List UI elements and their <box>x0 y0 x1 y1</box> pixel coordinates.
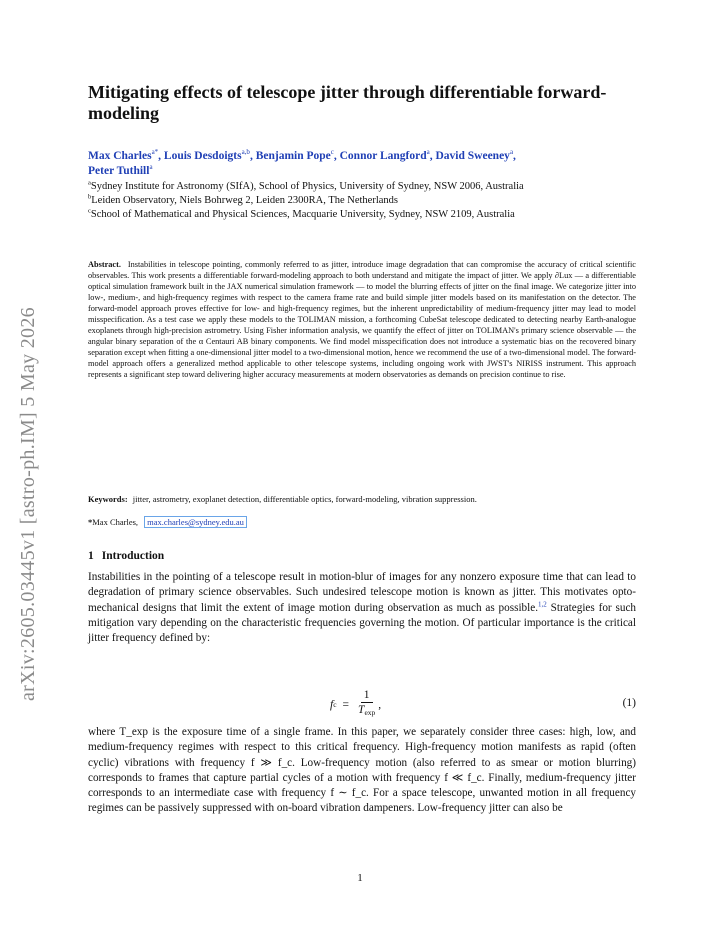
affiliation-line <box>88 180 648 194</box>
keywords <box>88 494 636 505</box>
author-affiliation-mark: a <box>509 148 514 157</box>
affiliation-mark: b <box>88 193 92 201</box>
eq-lhs-sub: c <box>333 700 337 709</box>
section-heading <box>88 549 164 563</box>
author-list: Max Charles$^{a*}$, Louis Desdoigts$^{a,b}$, Benjamin Pope$^c$, Connor Langford$^a$, David Sweeney$^a$, Peter Tuthill$^a$ <box>88 148 516 177</box>
intro-text: Instabilities in the pointing of a telescope result in motion-blur of images for any nonzero exposure time that can lead to degradation of primary science observables. Such undesired telescope motion is known as jitter. This motivates opto-mechanical designs that limit the extent of image motion during observation as much as possible. <box>88 571 636 614</box>
equation-number: (1) <box>622 697 636 709</box>
affiliation-line <box>88 194 648 208</box>
email-link[interactable]: max.charles@sydney.edu.au <box>144 516 247 528</box>
intro-paragraph <box>88 570 636 646</box>
affiliation-mark: a <box>88 179 91 187</box>
eq-tail: , <box>378 698 382 711</box>
abstract-label: Abstract. <box>88 260 121 269</box>
author-affiliation-mark: a <box>149 163 153 172</box>
abstract-text: Instabilities in telescope pointing, commonly referred to as jitter, introduce image degradation that can compromise the accuracy of critical scientific observables. This work presents a differentiable forward-modeling approach to both understand and mitigate the impact of jitter. We apply ∂Lux — a differentiable optical simulation framework built in the JAX numerical simulation framework — to model the blurring effects of jitter on the final image. We categorize jitter into low-, medium-, and high-frequency regimes with respect to the camera frame rate and build simple jitter models based on its manifestation on the detector. The forward-model approach proves effective for low- and high-frequency regimes, but the inherent unpredictability of medium-frequency jitter may lead to model misspecification. As a test case we apply these models to the TOLIMAN mission, a forthcoming CubeSat telescope dedicated to detecting nearby Earth-analogue exoplanets through high-precision astrometry. Using Fisher information analysis, we quantify the effect of jitter on TOLIMAN's primary science observable — the angular binary separation of the α Centauri AB binary components. We find model misspecification does not introduce a systematic bias on the recovered binary separation except when fitting a one-dimensional jitter model to a two-dimensional motion, hence we recommend the use of a two-dimensional model. The forward-model approach offers a generalized method applicable to other telescope systems, including ongoing work with JWST's NIRISS instrument. This approach represents a significant step toward delivering higher accuracy measurements at modern observatories as demands on precision continue to rise. <box>88 260 636 379</box>
author-affiliation-mark: a <box>426 148 430 157</box>
keywords-label: Keywords: <box>88 494 128 504</box>
affiliation-text: Leiden Observatory, Niels Bohrweg 2, Leiden 2300RA, The Netherlands <box>91 195 399 206</box>
eq-den-sub: exp <box>364 708 376 717</box>
arxiv-stamp: arXiv:2605.03445v1 [astro-ph.IM] 5 May 2026 <box>17 307 39 701</box>
intro-paragraph-2: where T_exp is the exposure time of a single frame. In this paper, we separately consider three cases: high, low, and medium-frequency regimes with respect to this critical frequency. High-frequency motion manifests as rapid (often cyclic) vibrations with frequency f ≫ f_c. Low-frequency motion (also referred to as smear or motion blurring) corresponds to frames that capture partial cycles of a motion with frequency f ≪ f_c. Finally, medium-frequency jitter corresponds to an intermediate case with frequency f ∼ f_c. For a space telescope, unwanted motion in all frequency regimes can be passively suppressed with on-board vibration dampeners. Low-frequency jitter can also be <box>88 726 636 815</box>
intro-text: Strategies for such mitigation vary depending on the characteristic frequencies governing the motion. Of particular importance is the critical jitter frequency defined by: <box>88 601 636 645</box>
paper-title: Mitigating effects of telescope jitter through differentiable forward-modeling <box>88 82 607 123</box>
eq-fraction <box>358 689 375 720</box>
equation-body: f c = $\frac{1}{T_{exp}}$ , <box>330 689 381 720</box>
author-name[interactable]: Connor Langford <box>339 150 427 162</box>
affiliation-line <box>88 208 648 222</box>
author-affiliation-mark: a,b <box>241 148 250 157</box>
keywords-text: jitter, astrometry, exoplanet detection, differentiable optics, forward-modeling, vibration suppression. <box>132 494 477 504</box>
affiliation-text: Sydney Institute for Astronomy (SIfA), School of Physics, University of Sydney, NSW 2006, Australia <box>90 181 524 192</box>
affiliation-text: School of Mathematical and Physical Sciences, Macquarie University, Sydney, NSW 2109, Australia <box>90 209 515 220</box>
author-name[interactable]: Peter Tuthill <box>88 165 150 177</box>
affiliation-mark: c <box>88 207 91 215</box>
section-number: 1 <box>88 550 94 562</box>
corresponding-author <box>88 517 636 528</box>
page-number: 1 <box>357 872 363 884</box>
author-name[interactable]: David Sweeney <box>435 150 510 162</box>
affiliations <box>88 180 648 222</box>
citation-link[interactable]: 1,2 <box>538 599 547 608</box>
author-name[interactable]: Louis Desdoigts <box>163 150 242 162</box>
author-name[interactable]: Benjamin Pope <box>255 150 331 162</box>
eq-numerator: 1 <box>361 689 373 703</box>
abstract <box>88 259 636 380</box>
eq-denominator: $T_{exp}$ <box>358 704 376 717</box>
corresponding-mark: * <box>88 517 93 527</box>
corresponding-name: Max Charles, <box>92 517 139 527</box>
author-affiliation-mark: c <box>330 148 334 157</box>
eq-lhs: f <box>330 698 334 711</box>
section-title: Introduction <box>101 550 165 562</box>
equation-1 <box>88 687 636 721</box>
author-affiliation-mark: a* <box>151 148 159 157</box>
author-name[interactable]: Max Charles <box>88 150 152 162</box>
